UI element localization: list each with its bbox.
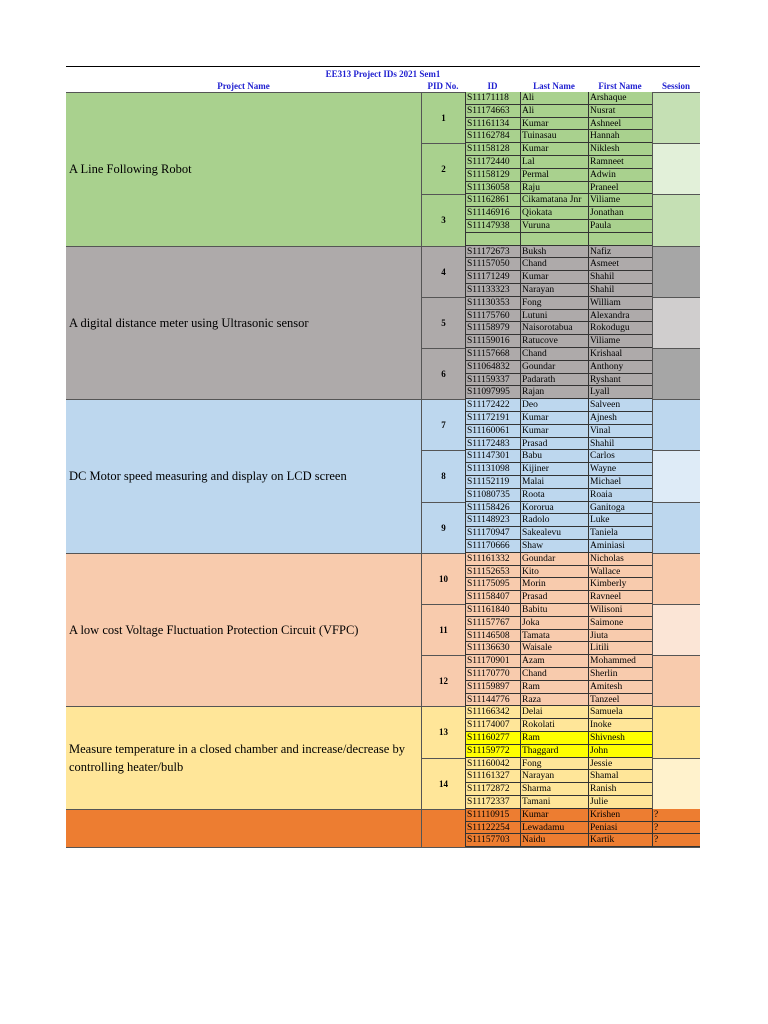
pid-cell: 3 — [421, 194, 465, 245]
pid-cell: 7 — [421, 399, 465, 450]
session-cell — [652, 758, 700, 809]
first-name-cell: Ganitoga — [588, 502, 652, 515]
last-name-cell: Shaw — [520, 540, 588, 553]
student-id-cell: S11097995 — [465, 386, 520, 399]
student-id-cell: S11110915 — [465, 809, 520, 822]
student-id-cell: S11147301 — [465, 450, 520, 463]
last-name-cell: Raju — [520, 182, 588, 195]
first-name-cell: Shahil — [588, 438, 652, 451]
first-name-cell: Mohammed — [588, 655, 652, 668]
last-name-cell: Vuruna — [520, 220, 588, 233]
last-name-cell: Kumar — [520, 412, 588, 425]
student-id-cell: S11170666 — [465, 540, 520, 553]
student-id-cell: S11172872 — [465, 783, 520, 796]
student-id-cell: S11172673 — [465, 246, 520, 259]
first-name-cell: Amitesh — [588, 681, 652, 694]
last-name-cell: Padarath — [520, 374, 588, 387]
last-name-cell: Goundar — [520, 553, 588, 566]
first-name-cell: Ravneel — [588, 591, 652, 604]
student-id-cell: S11172440 — [465, 156, 520, 169]
session-cell — [652, 553, 700, 604]
project-name-cell: A low cost Voltage Fluctuation Protection Circuit (VFPC) — [66, 553, 421, 707]
last-name-cell: Fong — [520, 297, 588, 310]
session-cell — [652, 92, 700, 143]
last-name-cell: Radolo — [520, 514, 588, 527]
last-name-cell: Kumar — [520, 809, 588, 822]
last-name-cell: Fong — [520, 758, 588, 771]
first-name-cell: Kartik — [588, 834, 652, 847]
student-id-cell: S11159337 — [465, 374, 520, 387]
last-name-cell: Rokolati — [520, 719, 588, 732]
first-name-cell: Alexandra — [588, 310, 652, 323]
student-id-cell: S11174663 — [465, 105, 520, 118]
pid-cell: 10 — [421, 553, 465, 604]
last-name-cell: Buksh — [520, 246, 588, 259]
last-name-cell: Delai — [520, 706, 588, 719]
last-name-cell: Thaggard — [520, 745, 588, 758]
last-name-cell: Raza — [520, 694, 588, 707]
student-id-cell: S11130353 — [465, 297, 520, 310]
student-id-cell: S11157767 — [465, 617, 520, 630]
last-name-cell: Babu — [520, 450, 588, 463]
last-name-cell: Ram — [520, 732, 588, 745]
pid-cell: 6 — [421, 348, 465, 399]
first-name-cell: Ramneet — [588, 156, 652, 169]
student-id-cell: S11159016 — [465, 335, 520, 348]
first-name-cell: Litili — [588, 642, 652, 655]
last-name-cell: Ram — [520, 681, 588, 694]
first-name-cell: Luke — [588, 514, 652, 527]
student-id-cell: S11171118 — [465, 92, 520, 105]
student-id-cell: S11122254 — [465, 822, 520, 835]
last-name-cell: Tuinasau — [520, 130, 588, 143]
project-name-cell: DC Motor speed measuring and display on LCD screen — [66, 399, 421, 553]
student-id-cell: S11172337 — [465, 796, 520, 809]
first-name-cell: Adwin — [588, 169, 652, 182]
first-name-cell: Saimone — [588, 617, 652, 630]
last-name-cell: Rajan — [520, 386, 588, 399]
student-id-cell: S11174007 — [465, 719, 520, 732]
student-id-cell: S11146916 — [465, 207, 520, 220]
pid-cell: 5 — [421, 297, 465, 348]
last-name-cell: Ratucove — [520, 335, 588, 348]
first-name-cell: Jessie — [588, 758, 652, 771]
session-cell — [652, 246, 700, 297]
first-name-cell: Kimberly — [588, 578, 652, 591]
last-name-cell: Tamani — [520, 796, 588, 809]
last-name-cell: Kororua — [520, 502, 588, 515]
last-name-cell: Chand — [520, 668, 588, 681]
student-id-cell: S11158426 — [465, 502, 520, 515]
session-cell — [652, 450, 700, 501]
last-name-cell: Lutuni — [520, 310, 588, 323]
pid-cell: 12 — [421, 655, 465, 706]
last-name-cell: Naisorotabua — [520, 322, 588, 335]
last-name-cell: Joka — [520, 617, 588, 630]
first-name-cell: Shahil — [588, 271, 652, 284]
student-id-cell: S11161134 — [465, 118, 520, 131]
first-name-cell: Peniasi — [588, 822, 652, 835]
first-name-cell: Nusrat — [588, 105, 652, 118]
first-name-cell: Jiuta — [588, 630, 652, 643]
student-id-cell: S11131098 — [465, 463, 520, 476]
first-name-cell: Viliame — [588, 335, 652, 348]
last-name-cell: Ali — [520, 92, 588, 105]
first-name-cell: Salveen — [588, 399, 652, 412]
last-name-cell: Kumar — [520, 271, 588, 284]
student-id-cell: S11161327 — [465, 770, 520, 783]
student-id-cell: S11160061 — [465, 425, 520, 438]
header-last-name: Last Name — [533, 81, 575, 91]
session-cell — [652, 143, 700, 194]
header-id: ID — [487, 81, 498, 91]
first-name-cell: William — [588, 297, 652, 310]
session-cell — [652, 706, 700, 757]
first-name-cell: Vinal — [588, 425, 652, 438]
student-id-cell: S11064832 — [465, 361, 520, 374]
first-name-cell: Wilisoni — [588, 604, 652, 617]
last-name-cell: Kumar — [520, 143, 588, 156]
first-name-cell: Ranish — [588, 783, 652, 796]
first-name-cell: Julie — [588, 796, 652, 809]
student-id-cell: S11157703 — [465, 834, 520, 847]
first-name-cell: Shivnesh — [588, 732, 652, 745]
first-name-cell: Praneel — [588, 182, 652, 195]
student-id-cell: S11136630 — [465, 642, 520, 655]
student-id-cell: S11148923 — [465, 514, 520, 527]
student-id-cell: S11146508 — [465, 630, 520, 643]
project-name-cell: A digital distance meter using Ultrasonic sensor — [66, 246, 421, 400]
student-id-cell: S11157050 — [465, 258, 520, 271]
student-id-cell: S11171249 — [465, 271, 520, 284]
student-id-cell: S11158129 — [465, 169, 520, 182]
first-name-cell: John — [588, 745, 652, 758]
first-name-cell: Lyall — [588, 386, 652, 399]
table-bottom-border — [66, 847, 700, 848]
first-name-cell: Samuela — [588, 706, 652, 719]
last-name-cell: Deo — [520, 399, 588, 412]
first-name-cell: Shamal — [588, 770, 652, 783]
last-name-cell: Lal — [520, 156, 588, 169]
session-cell — [652, 655, 700, 706]
pid-cell: 1 — [421, 92, 465, 143]
student-id-cell — [465, 233, 520, 246]
student-id-cell: S11159772 — [465, 745, 520, 758]
last-name-cell: Morin — [520, 578, 588, 591]
first-name-cell: Niklesh — [588, 143, 652, 156]
student-id-cell: S11080735 — [465, 489, 520, 502]
sheet-title: EE313 Project IDs 2021 Sem1 — [66, 66, 700, 80]
last-name-cell: Cikamatana Jnr — [520, 194, 588, 207]
student-id-cell: S11170770 — [465, 668, 520, 681]
last-name-cell: Kumar — [520, 425, 588, 438]
pid-cell — [421, 809, 465, 847]
last-name-cell: Prasad — [520, 591, 588, 604]
first-name-cell: Inoke — [588, 719, 652, 732]
last-name-cell: Narayan — [520, 770, 588, 783]
first-name-cell: Anthony — [588, 361, 652, 374]
student-id-cell: S11160042 — [465, 758, 520, 771]
student-id-cell: S11133323 — [465, 284, 520, 297]
student-id-cell: S11172422 — [465, 399, 520, 412]
student-id-cell: S11162784 — [465, 130, 520, 143]
header-project-name: Project Name — [217, 81, 270, 91]
first-name-cell: Ajnesh — [588, 412, 652, 425]
student-id-cell: S11160277 — [465, 732, 520, 745]
last-name-cell: Chand — [520, 258, 588, 271]
first-name-cell: Michael — [588, 476, 652, 489]
first-name-cell: Krishaal — [588, 348, 652, 361]
first-name-cell: Roaia — [588, 489, 652, 502]
student-id-cell: S11158128 — [465, 143, 520, 156]
student-id-cell: S11158407 — [465, 591, 520, 604]
last-name-cell: Kijiner — [520, 463, 588, 476]
first-name-cell: Sherlin — [588, 668, 652, 681]
session-cell: ? — [652, 834, 700, 847]
first-name-cell: Asmeet — [588, 258, 652, 271]
first-name-cell: Nicholas — [588, 553, 652, 566]
first-name-cell: Paula — [588, 220, 652, 233]
student-id-cell: S11158979 — [465, 322, 520, 335]
student-id-cell: S11170947 — [465, 527, 520, 540]
student-id-cell: S11172483 — [465, 438, 520, 451]
first-name-cell: Rokodugu — [588, 322, 652, 335]
last-name-cell: Narayan — [520, 284, 588, 297]
session-cell: ? — [652, 809, 700, 822]
first-name-cell: Hannah — [588, 130, 652, 143]
project-name-cell: Measure temperature in a closed chamber and increase/decrease by controlling heater/bulb — [66, 706, 421, 808]
student-id-cell: S11170901 — [465, 655, 520, 668]
project-name-cell: A Line Following Robot — [66, 92, 421, 246]
last-name-cell: Babitu — [520, 604, 588, 617]
last-name-cell: Malai — [520, 476, 588, 489]
student-id-cell: S11152119 — [465, 476, 520, 489]
last-name-cell: Chand — [520, 348, 588, 361]
header-session: Session — [661, 81, 690, 91]
session-cell — [652, 297, 700, 348]
first-name-cell: Ryshant — [588, 374, 652, 387]
first-name-cell: Nafiz — [588, 246, 652, 259]
session-cell — [652, 348, 700, 399]
student-id-cell: S11159897 — [465, 681, 520, 694]
student-id-cell: S11175095 — [465, 578, 520, 591]
student-id-cell: S11161840 — [465, 604, 520, 617]
first-name-cell: Jonathan — [588, 207, 652, 220]
student-id-cell: S11136058 — [465, 182, 520, 195]
student-id-cell: S11152653 — [465, 566, 520, 579]
pid-cell: 8 — [421, 450, 465, 501]
session-cell — [652, 399, 700, 450]
student-id-cell: S11175760 — [465, 310, 520, 323]
project-name-cell — [66, 809, 421, 847]
first-name-cell: Arshaque — [588, 92, 652, 105]
session-cell — [652, 604, 700, 655]
last-name-cell: Goundar — [520, 361, 588, 374]
session-cell: ? — [652, 822, 700, 835]
header-pid: PID No. — [427, 81, 459, 91]
first-name-cell: Shahil — [588, 284, 652, 297]
pid-cell: 9 — [421, 502, 465, 553]
first-name-cell: Ashneel — [588, 118, 652, 131]
first-name-cell: Tanzeel — [588, 694, 652, 707]
header-first-name: First Name — [598, 81, 642, 91]
last-name-cell — [520, 233, 588, 246]
pid-cell: 14 — [421, 758, 465, 809]
student-id-cell: S11157668 — [465, 348, 520, 361]
last-name-cell: Azam — [520, 655, 588, 668]
last-name-cell: Kito — [520, 566, 588, 579]
last-name-cell: Permal — [520, 169, 588, 182]
first-name-cell: Taniela — [588, 527, 652, 540]
student-id-cell: S11147938 — [465, 220, 520, 233]
last-name-cell: Prasad — [520, 438, 588, 451]
first-name-cell: Aminiasi — [588, 540, 652, 553]
header-row — [66, 80, 700, 92]
first-name-cell: Krishen — [588, 809, 652, 822]
last-name-cell: Roota — [520, 489, 588, 502]
pid-cell: 2 — [421, 143, 465, 194]
first-name-cell — [588, 233, 652, 246]
session-cell — [652, 502, 700, 553]
last-name-cell: Kumar — [520, 118, 588, 131]
student-id-cell: S11161332 — [465, 553, 520, 566]
student-id-cell: S11162861 — [465, 194, 520, 207]
last-name-cell: Lewadamu — [520, 822, 588, 835]
session-cell — [652, 194, 700, 245]
first-name-cell: Wallace — [588, 566, 652, 579]
first-name-cell: Carlos — [588, 450, 652, 463]
last-name-cell: Ali — [520, 105, 588, 118]
last-name-cell: Waisale — [520, 642, 588, 655]
pid-cell: 11 — [421, 604, 465, 655]
student-id-cell: S11144776 — [465, 694, 520, 707]
first-name-cell: Viliame — [588, 194, 652, 207]
first-name-cell: Wayne — [588, 463, 652, 476]
last-name-cell: Naidu — [520, 834, 588, 847]
last-name-cell: Sakealevu — [520, 527, 588, 540]
last-name-cell: Tamata — [520, 630, 588, 643]
last-name-cell: Sharma — [520, 783, 588, 796]
pid-cell: 4 — [421, 246, 465, 297]
last-name-cell: Qiokata — [520, 207, 588, 220]
student-id-cell: S11166342 — [465, 706, 520, 719]
pid-cell: 13 — [421, 706, 465, 757]
student-id-cell: S11172191 — [465, 412, 520, 425]
